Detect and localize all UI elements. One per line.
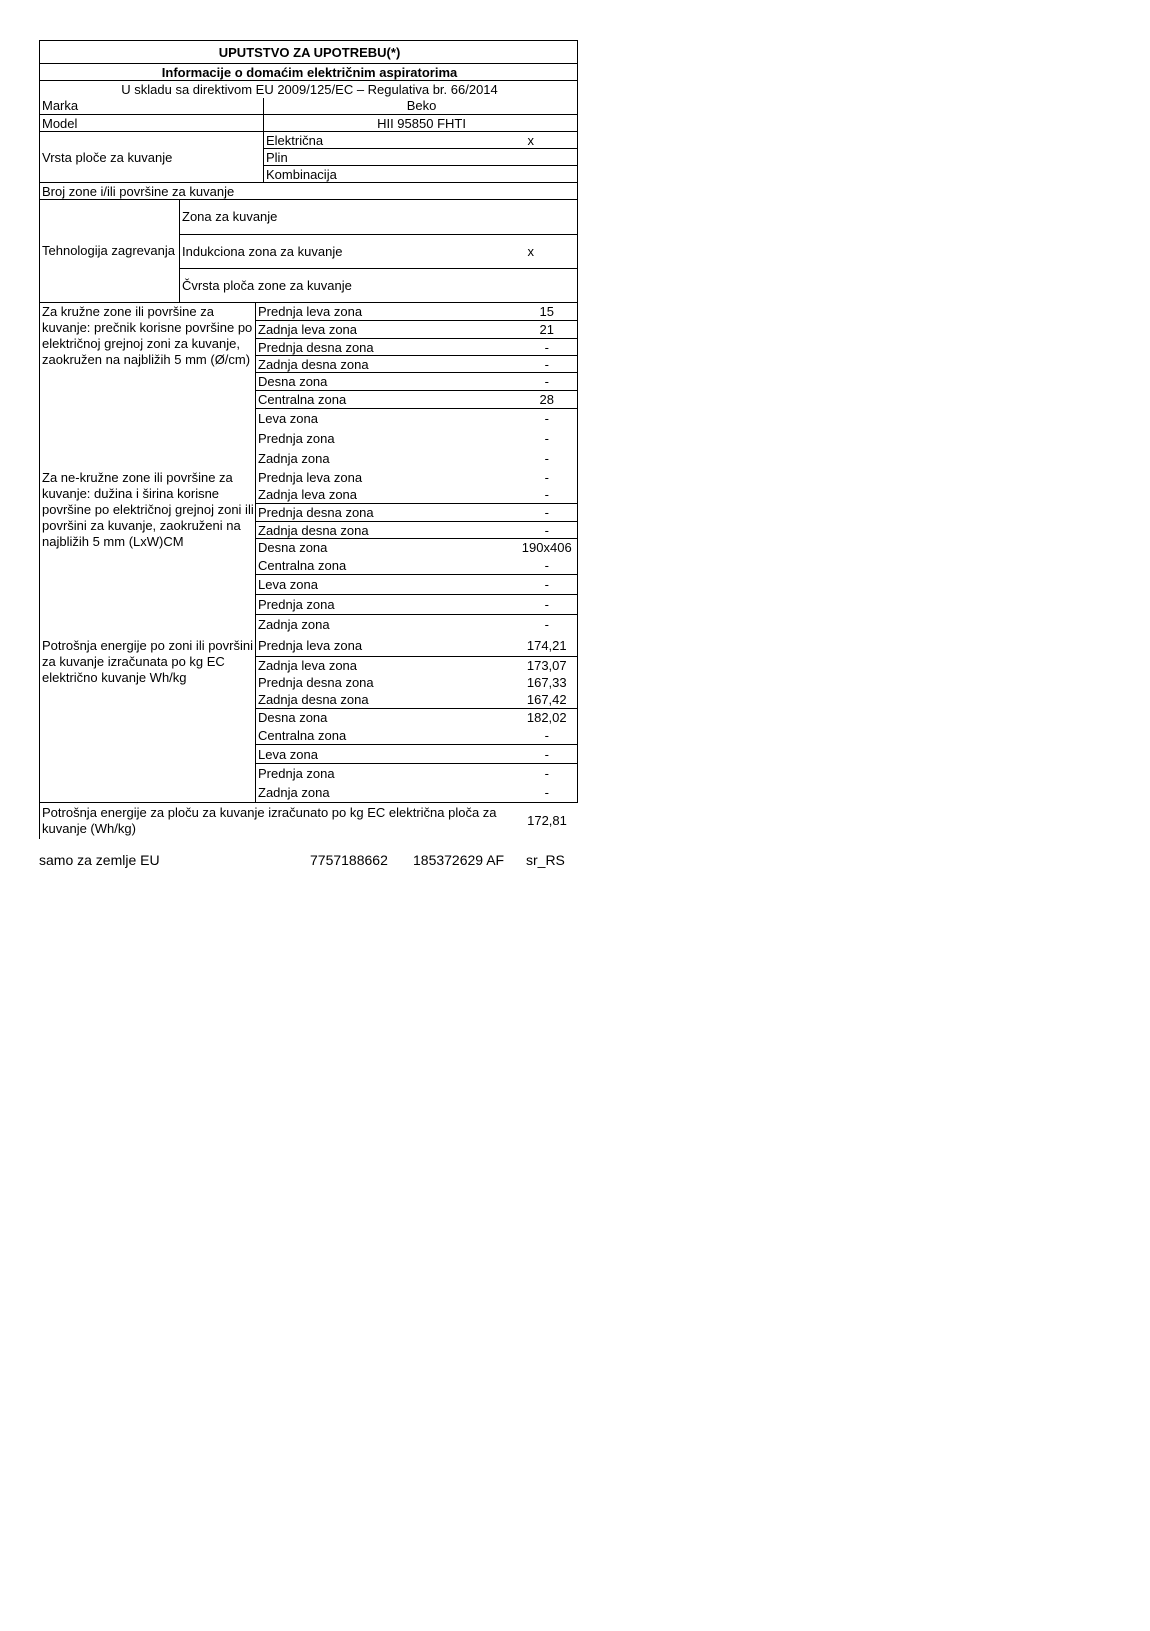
zone-value: 167,42 (517, 692, 578, 709)
zone-value: - (517, 356, 578, 373)
zone-value: 167,33 (517, 674, 578, 692)
zone-value: - (517, 557, 578, 575)
hob-type-option: Plin (264, 149, 485, 166)
zone-value: - (517, 339, 578, 356)
zone-label: Zadnja leva zona (256, 657, 517, 674)
zone-value: - (517, 615, 578, 635)
brand-value: Beko (264, 98, 578, 115)
zone-label: Centralna zona (256, 557, 517, 575)
zone-value: - (517, 409, 578, 429)
zone-value: 173,07 (517, 657, 578, 674)
zone-value: - (517, 504, 578, 522)
zone-value: - (517, 487, 578, 504)
brand-label: Marka (40, 98, 264, 115)
zone-label: Prednja leva zona (256, 635, 517, 657)
footer-code: 185372629 AF (413, 852, 505, 868)
zone-value: - (517, 373, 578, 391)
heating-tech-option: Čvrsta ploča zone za kuvanje (180, 268, 485, 302)
zone-count-label: Broj zone i/ili površine za kuvanje (40, 183, 578, 200)
total-energy-value: 172,81 (527, 813, 567, 829)
zone-label: Zadnja desna zona (256, 522, 517, 539)
hob-type-option: Kombinacija (264, 166, 485, 183)
zone-value: - (517, 429, 578, 449)
zone-label: Zadnja leva zona (256, 487, 517, 504)
zone-label: Zadnja zona (256, 784, 517, 803)
zone-value: - (517, 522, 578, 539)
zone-value: - (517, 727, 578, 745)
zone-label: Desna zona (256, 539, 517, 557)
zone-label: Prednja zona (256, 764, 517, 784)
zone-value: - (517, 764, 578, 784)
heating-tech-label: Tehnologija zagrevanja (40, 200, 180, 302)
zone-label: Centralna zona (256, 391, 517, 409)
total-energy-label: Potrošnja energije za ploču za kuvanje izračunato po kg EC električna ploča za kuvanje (Wh/kg) (40, 803, 517, 839)
zone-label: Prednja desna zona (256, 504, 517, 522)
zone-value: - (517, 449, 578, 469)
heating-tech-mark (485, 268, 578, 302)
heating-tech-table (39, 200, 578, 303)
noncircular-zones-label: Za ne-kružne zone ili površine za kuvanje: dužina i širina korisne površine po električnoj grejnoj zoni ili površini za kuvanje, zaokruženi na najbližih 5 mm (LxW)CM (40, 469, 256, 635)
zone-value: 174,21 (517, 635, 578, 657)
page-subtitle: Informacije o domaćim električnim aspiratorima (40, 64, 578, 81)
footer-locale: sr_RS (526, 852, 565, 868)
zone-label: Prednja leva zona (256, 303, 517, 321)
zone-value: - (517, 469, 578, 487)
zone-label: Centralna zona (256, 727, 517, 745)
zone-value: - (517, 784, 578, 803)
zone-label: Prednja zona (256, 595, 517, 615)
zone-label: Zadnja leva zona (256, 321, 517, 339)
zones-table (39, 303, 578, 839)
zone-label: Leva zona (256, 745, 517, 764)
header-table (39, 40, 578, 200)
page-title: UPUTSTVO ZA UPOTREBU(*) (40, 41, 578, 64)
circular-zones-label: Za kružne zone ili površine za kuvanje: prečnik korisne površine po električnoj grejnoj zoni za kuvanje, zaokružen na najbližih 5 mm (Ø/cm) (40, 303, 256, 469)
zone-label: Prednja leva zona (256, 469, 517, 487)
energy-info-sheet (39, 40, 577, 839)
zone-label: Zadnja zona (256, 615, 517, 635)
zone-value: - (517, 745, 578, 764)
model-value: HII 95850 FHTI (264, 115, 578, 132)
zone-label: Prednja zona (256, 429, 517, 449)
hob-type-mark (485, 149, 578, 166)
heating-tech-mark (485, 200, 578, 234)
footer (39, 851, 577, 869)
zone-value: 190x406 (517, 539, 578, 557)
directive-text: U skladu sa direktivom EU 2009/125/EC – Regulativa br. 66/2014 (40, 81, 578, 98)
hob-type-mark (485, 166, 578, 183)
hob-type-mark: x (485, 132, 578, 149)
zone-value: - (517, 575, 578, 595)
zone-label: Zadnja zona (256, 449, 517, 469)
heating-tech-option: Indukciona zona za kuvanje (180, 234, 485, 268)
hob-type-label: Vrsta ploče za kuvanje (40, 132, 264, 183)
footer-code: 7757188662 (310, 852, 388, 868)
zone-label: Desna zona (256, 709, 517, 727)
zone-label: Prednja desna zona (256, 674, 517, 692)
model-label: Model (40, 115, 264, 132)
zone-label: Zadnja desna zona (256, 356, 517, 373)
zone-value: 182,02 (517, 709, 578, 727)
zone-label: Zadnja desna zona (256, 692, 517, 709)
zone-value: - (517, 595, 578, 615)
energy-per-zone-label: Potrošnja energije po zoni ili površini za kuvanje izračunata po kg EC električno kuvanje Wh/kg (40, 635, 256, 803)
heating-tech-option: Zona za kuvanje (180, 200, 485, 234)
zone-label: Prednja desna zona (256, 339, 517, 356)
zone-label: Leva zona (256, 575, 517, 595)
zone-label: Leva zona (256, 409, 517, 429)
footer-note: samo za zemlje EU (39, 852, 160, 868)
zone-value: 28 (517, 391, 578, 409)
zone-value: 15 (517, 303, 578, 321)
hob-type-option: Električna (264, 132, 485, 149)
heating-tech-mark: x (485, 234, 578, 268)
zone-value: 21 (517, 321, 578, 339)
zone-label: Desna zona (256, 373, 517, 391)
